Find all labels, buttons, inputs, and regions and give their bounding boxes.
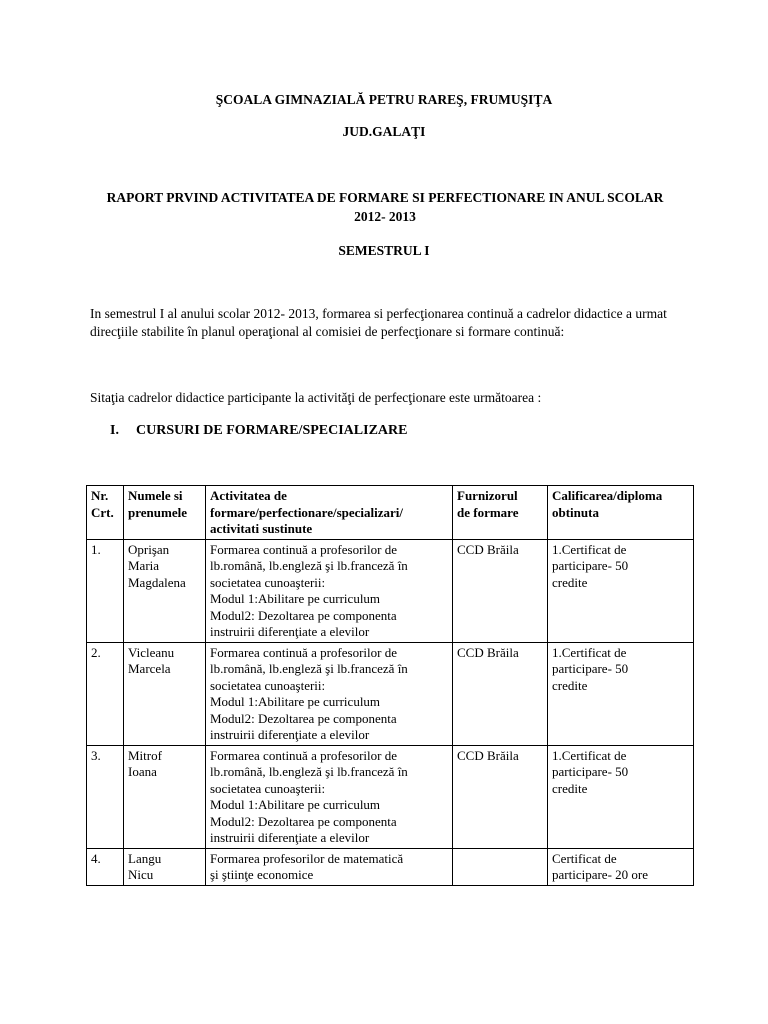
- header-line: Numele si: [128, 488, 183, 503]
- school-name: ŞCOALA GIMNAZIALĂ PETRU RAREŞ, FRUMUŞIŢA: [215, 92, 553, 107]
- cell-line: Ioana: [128, 764, 157, 779]
- table-row: [87, 642, 694, 745]
- cell-line: Langu: [128, 850, 162, 866]
- cell-line: Nicu: [128, 867, 154, 882]
- header-qualification: [548, 486, 694, 540]
- cell-line: participare- 50: [552, 661, 629, 676]
- row-qualification-cell: [548, 642, 694, 745]
- table-header-row: [87, 486, 694, 540]
- cell-line: participare- 20 ore: [552, 867, 649, 882]
- header-line: Nr.: [91, 488, 109, 503]
- header-line: Crt.: [91, 504, 114, 520]
- semester-heading: SEMESTRUL I: [338, 243, 430, 258]
- cell-line: Formarea continuă a profesorilor de: [210, 541, 397, 557]
- header-line: Furnizorul: [457, 488, 518, 503]
- intro-paragraph: In semestrul I al anului scolar 2012- 2013, formarea si perfecţionarea continuă a cadrelor didactice a urmat direcţiile stabilite în planul operaţional al comisiei de perfecţionare si formare continuă:: [90, 306, 667, 339]
- row-qualification-cell: [548, 539, 694, 642]
- header-provider: [453, 486, 548, 540]
- cell-line: Mitrof: [128, 747, 162, 763]
- row-qualification-cell: [548, 848, 694, 885]
- cell-line: CCD Brăila: [457, 541, 519, 557]
- cell-line: instruirii diferenţiate a elevilor: [210, 624, 370, 639]
- row-provider-cell: [453, 642, 548, 745]
- row-activity-cell: [206, 539, 453, 642]
- cell-line: instruirii diferenţiate a elevilor: [210, 830, 370, 845]
- table-row: [87, 539, 694, 642]
- cell-line: instruirii diferenţiate a elevilor: [210, 727, 370, 742]
- row-name-cell: [124, 745, 206, 848]
- cell-line: Modul2: Dezoltarea pe componenta: [210, 710, 397, 726]
- training-table: [86, 485, 694, 886]
- cell-line: lb.română, lb.engleză şi lb.franceză în: [210, 764, 408, 779]
- cell-line: societatea cunoaşterii:: [210, 574, 326, 590]
- section-number: I.: [110, 423, 119, 438]
- cell-line: societatea cunoaşterii:: [210, 780, 326, 796]
- header-activity: [206, 486, 453, 540]
- cell-line: 1.Certificat de: [552, 644, 627, 660]
- section-title: CURSURI DE FORMARE/SPECIALIZARE: [136, 423, 408, 438]
- header-line: activitati sustinute: [210, 521, 313, 536]
- cell-line: credite: [552, 780, 588, 796]
- cell-line: Marcela: [128, 661, 171, 676]
- header-line: prenumele: [128, 504, 187, 520]
- cell-line: 1.Certificat de: [552, 747, 627, 763]
- cell-line: Formarea continuă a profesorilor de: [210, 644, 397, 660]
- cell-line: CCD Brăila: [457, 747, 519, 763]
- row-qualification-cell: [548, 745, 694, 848]
- cell-line: participare- 50: [552, 558, 629, 573]
- row-provider-cell: [453, 745, 548, 848]
- cell-line: Vicleanu: [128, 644, 175, 660]
- row-activity-cell: [206, 745, 453, 848]
- situation-paragraph: Sitaţia cadrelor didactice participante la activităţi de perfecţionare este următoarea :: [90, 390, 542, 405]
- row-number-cell: 1.: [87, 539, 124, 642]
- row-name-cell: [124, 642, 206, 745]
- row-number-cell: 3.: [87, 745, 124, 848]
- row-number-cell: 2.: [87, 642, 124, 745]
- row-number-cell: 4.: [87, 848, 124, 885]
- cell-line: Formarea continuă a profesorilor de: [210, 747, 397, 763]
- cell-line: credite: [552, 574, 588, 590]
- report-title: RAPORT PRVIND ACTIVITATEA DE FORMARE SI PERFECTIONARE IN ANUL SCOLAR 2012- 2013: [106, 190, 664, 224]
- row-activity-cell: [206, 642, 453, 745]
- table-row: [87, 848, 694, 885]
- table-row: [87, 745, 694, 848]
- header-name: [124, 486, 206, 540]
- row-name-cell: [124, 848, 206, 885]
- cell-line: 1.Certificat de: [552, 541, 627, 557]
- county-name: JUD.GALAŢI: [342, 124, 426, 139]
- header-line: formare/perfectionare/specializari/: [210, 504, 404, 520]
- cell-line: lb.română, lb.engleză şi lb.franceză în: [210, 558, 408, 573]
- cell-line: Modul 1:Abilitare pe curriculum: [210, 591, 381, 606]
- cell-line: societatea cunoaşterii:: [210, 677, 326, 693]
- cell-line: Formarea profesorilor de matematică: [210, 850, 404, 866]
- cell-line: Modul 1:Abilitare pe curriculum: [210, 694, 381, 709]
- row-name-cell: [124, 539, 206, 642]
- cell-line: Magdalena: [128, 574, 186, 590]
- section-heading: [110, 423, 407, 439]
- header-nr: [87, 486, 124, 540]
- cell-line: Certificat de: [552, 850, 617, 866]
- table-body: [87, 539, 694, 885]
- cell-line: CCD Brăila: [457, 644, 519, 660]
- cell-line: participare- 50: [552, 764, 629, 779]
- cell-line: credite: [552, 677, 588, 693]
- header-line: de formare: [457, 504, 519, 520]
- header-line: obtinuta: [552, 504, 599, 520]
- header-line: Calificarea/diploma: [552, 488, 663, 503]
- cell-line: Modul2: Dezoltarea pe componenta: [210, 813, 397, 829]
- row-activity-cell: [206, 848, 453, 885]
- cell-line: Oprişan: [128, 541, 170, 557]
- cell-line: [457, 851, 543, 868]
- header-line: Activitatea de: [210, 488, 287, 503]
- cell-line: Modul 1:Abilitare pe curriculum: [210, 797, 381, 812]
- cell-line: Maria: [128, 558, 160, 573]
- cell-line: lb.română, lb.engleză şi lb.franceză în: [210, 661, 408, 676]
- cell-line: Modul2: Dezoltarea pe componenta: [210, 607, 397, 623]
- cell-line: şi ştiinţe economice: [210, 867, 314, 882]
- row-provider-cell: [453, 539, 548, 642]
- row-provider-cell: [453, 848, 548, 885]
